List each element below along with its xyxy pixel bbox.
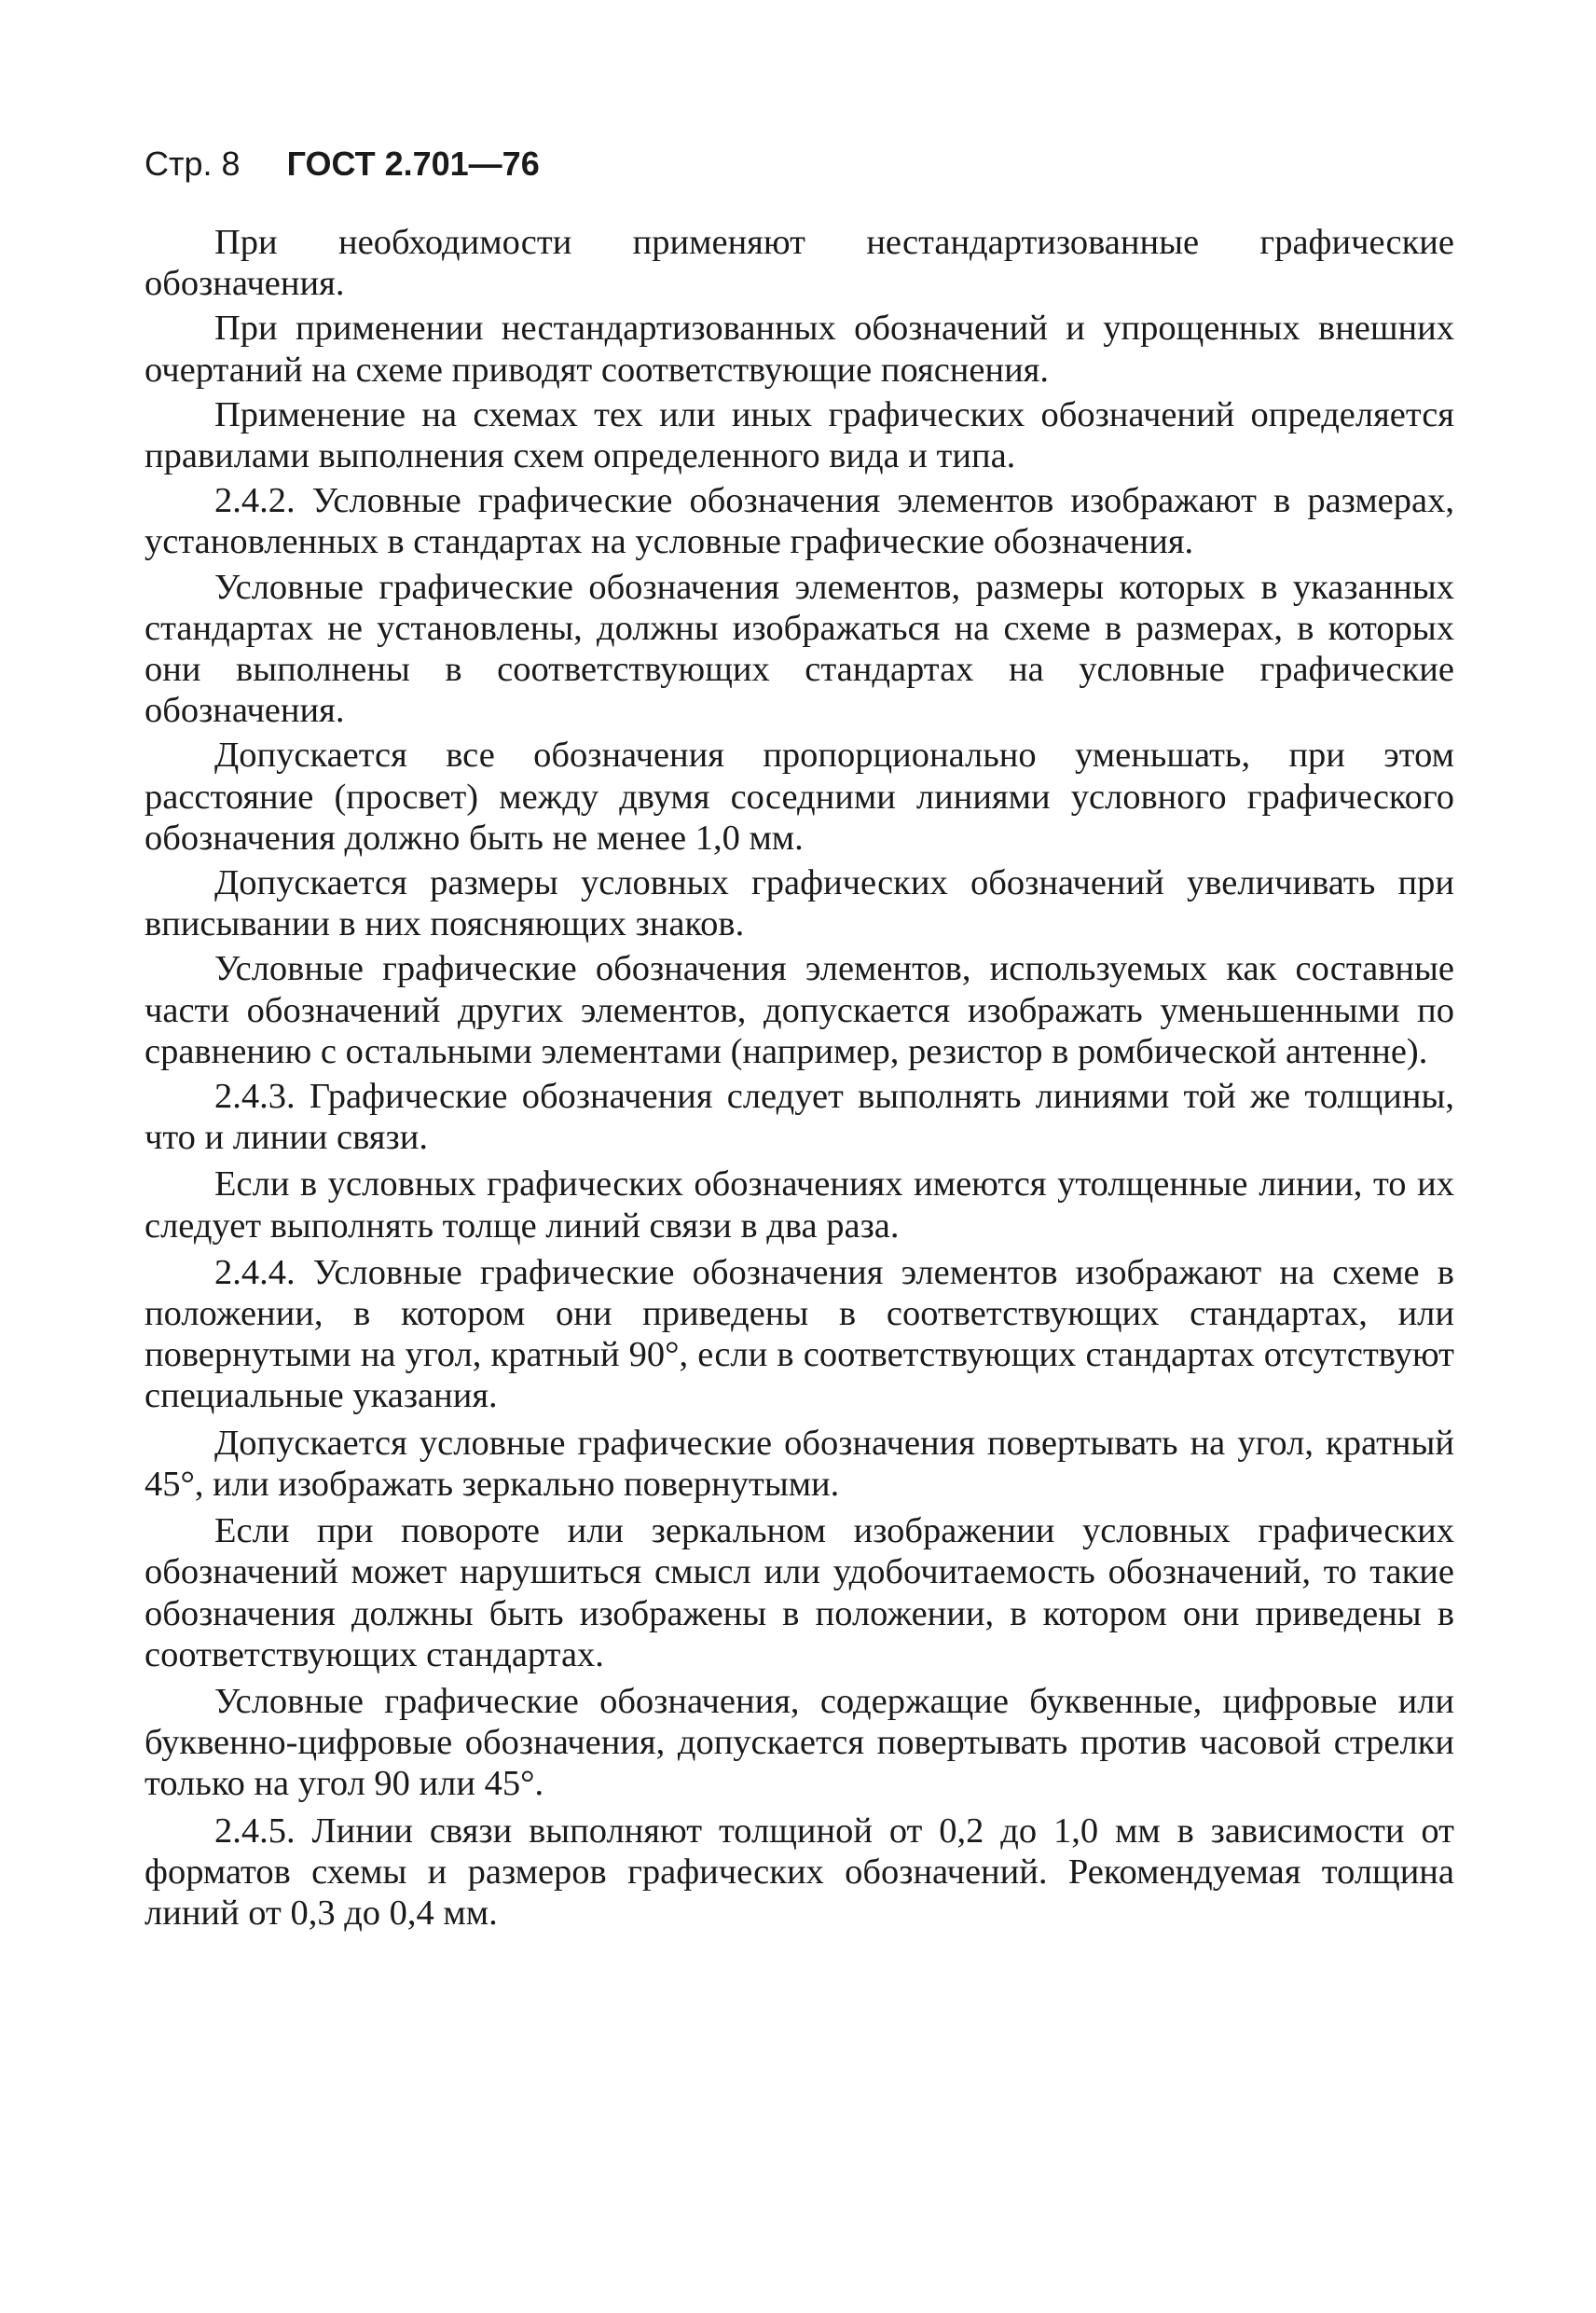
paragraph: 2.4.3. Графические обозначения следует выполнять линиями той же толщины, что и линии связи. xyxy=(144,1077,1454,1158)
document-body xyxy=(144,222,1454,1937)
paragraph: Допускается условные графические обозначения повертывать на угол, кратный 45°, или изображать зеркально повернутыми. xyxy=(144,1423,1454,1504)
page-header xyxy=(144,145,540,184)
page-number: Стр. 8 xyxy=(144,145,241,183)
paragraph: 2.4.5. Линии связи выполняют толщиной от 0,2 до 1,0 мм в зависимости от форматов схемы и размеров графических обозначений. Рекомендуемая толщина линий от 0,3 до 0,4 мм. xyxy=(144,1810,1454,1933)
paragraph: При необходимости применяют нестандартизованные графические обозначения. xyxy=(144,223,1454,304)
paragraph: Условные графические обозначения, содержащие буквенные, цифровые или буквенно-цифровые обозначения, допускается повертывать против часовой стрелки только на угол 90 или 45°. xyxy=(144,1681,1454,1804)
paragraph: 2.4.2. Условные графические обозначения элементов изображают в размерах, установленных в стандартах на условные графические обозначения. xyxy=(144,481,1454,562)
paragraph: Допускается размеры условных графических обозначений увеличивать при вписывании в них поясняющих знаков. xyxy=(144,863,1454,944)
paragraph: Если при повороте или зеркальном изображении условных графических обозначений может нарушиться смысл или удобочитаемость обозначений, то такие обозначения должны быть изображены в положении, в котором они приведены в соответствующих стандартах. xyxy=(144,1511,1454,1674)
paragraph: Применение на схемах тех или иных графических обозначений определяется правилами выполнения схем определенного вида и типа. xyxy=(144,394,1454,476)
paragraph: Если в условных графических обозначениях имеются утолщенные линии, то их следует выполнять толще линий связи в два раза. xyxy=(144,1164,1454,1246)
paragraph: 2.4.4. Условные графические обозначения элементов изображают на схеме в положении, в котором они приведены в соответствующих стандартах, или повернутыми на угол, кратный 90°, если в соответствующих стандартах отсутствуют специальные указания. xyxy=(144,1252,1454,1416)
paragraph: Условные графические обозначения элементов, используемых как составные части обозначений других элементов, допускается изображать уменьшенными по сравнению с остальными элементами (например, резистор в ромбической антенне). xyxy=(144,949,1454,1071)
paragraph: Допускается все обозначения пропорционально уменьшать, при этом расстояние (просвет) между двумя соседними линиями условного графического обозначения должно быть не менее 1,0 мм. xyxy=(144,736,1454,858)
standard-code: ГОСТ 2.701—76 xyxy=(286,145,540,183)
paragraph: При применении нестандартизованных обозначений и упрощенных внешних очертаний на схеме приводят соответствующие пояснения. xyxy=(144,309,1454,390)
paragraph: Условные графические обозначения элементов, размеры которых в указанных стандартах не установлены, должны изображаться на схеме в размерах, в которых они выполнены в соответствующих стандартах на условные графические обозначения. xyxy=(144,567,1454,731)
